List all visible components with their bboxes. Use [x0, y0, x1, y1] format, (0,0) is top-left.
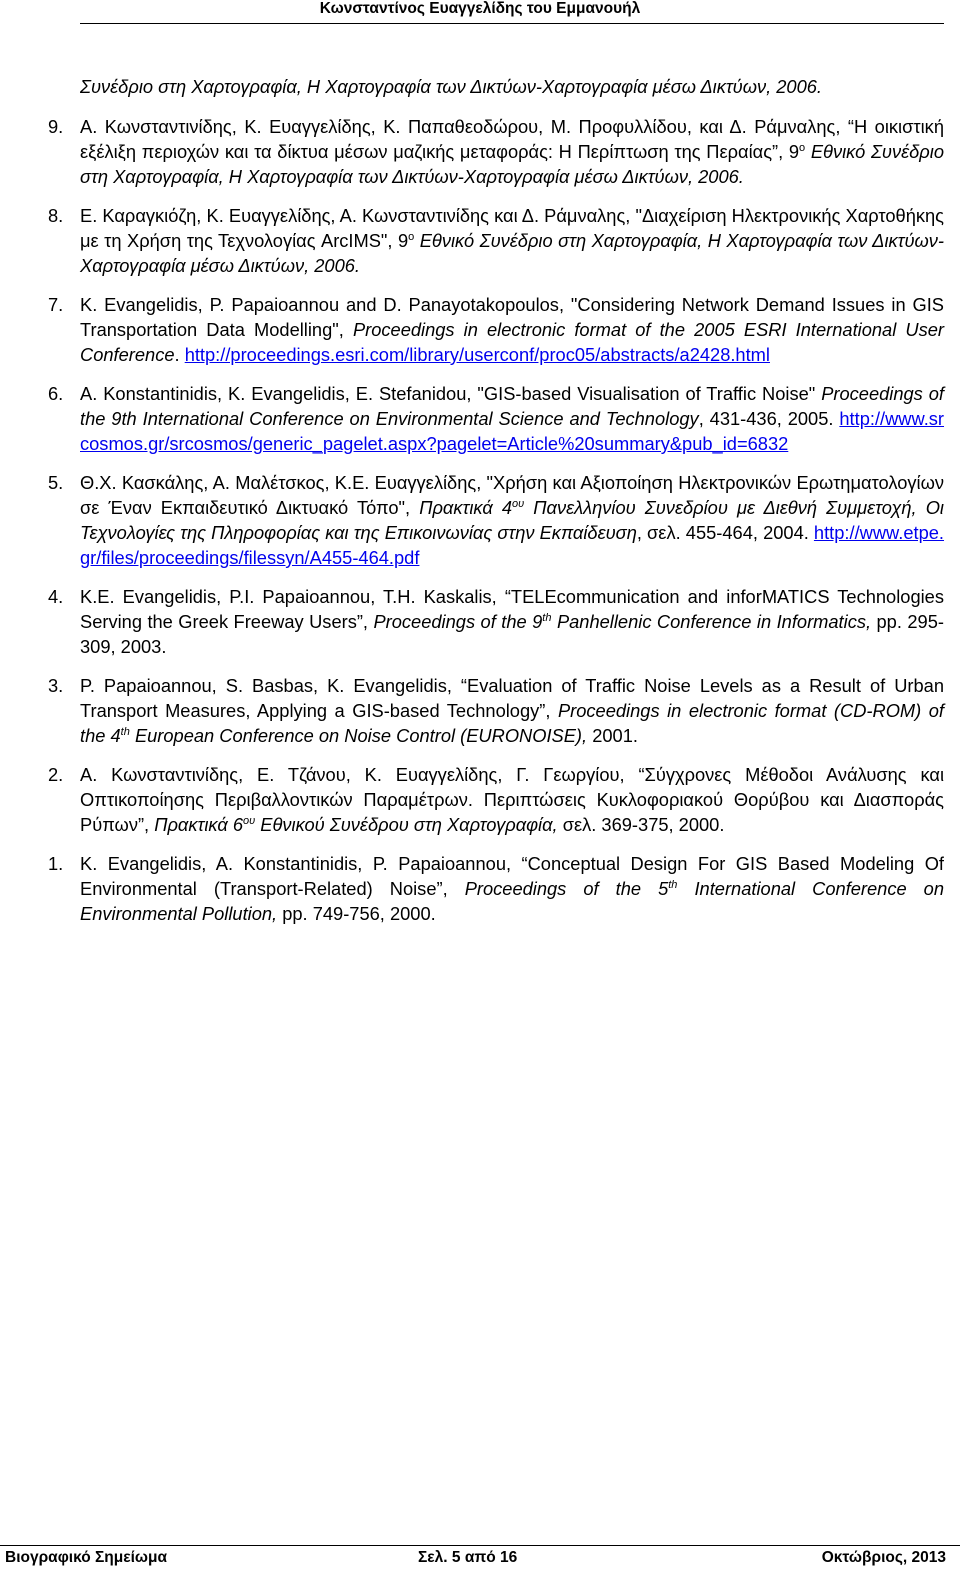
reference-6 [48, 381, 945, 456]
superscript: ου [243, 815, 256, 827]
reference-continuation [80, 74, 944, 99]
reference-text: K.E. Evangelidis, P.I. Papaioannou, T.H. Kaskalis, “TELEcommunication and inforMATICS Technologies Serving the Greek Freeway Users”, [80, 586, 944, 632]
footer-doc-title: Βιογραφικό Σημείωμα [5, 1549, 168, 1566]
reference-2 [48, 762, 944, 837]
reference-number: 6. [48, 383, 64, 404]
references-list [48, 74, 945, 940]
reference-text: A. Konstantinidis, K. Evangelidis, E. Stefanidou, "GIS-based Visualisation of Traffic Noise" [80, 383, 822, 404]
reference-number: 8. [48, 205, 64, 226]
reference-number: 7. [48, 294, 64, 315]
superscript: th [668, 879, 678, 891]
reference-8 [48, 203, 945, 278]
footer-date: Οκτώβριος, 2013 [821, 1549, 946, 1566]
reference-link[interactable]: http://www.srcosmos.gr/srcosmos/generic_pagelet.aspx?pagelet=Article%20summary&pub_id=6832 [80, 408, 945, 454]
reference-venue: Πρακτικά 6 [154, 814, 243, 835]
reference-venue: Proceedings in electronic format of the 2005 ESRI International User Conference [80, 319, 944, 365]
reference-venue: Proceedings of the 5 [464, 878, 669, 899]
reference-9 [48, 114, 944, 189]
reference-text: , σελ. 455-464, 2004. [636, 522, 814, 543]
header-title: Κωνσταντίνος Ευαγγελίδης του Εμμανουήλ [319, 0, 641, 17]
reference-3 [48, 673, 944, 748]
reference-7 [48, 292, 944, 367]
reference-text: Συνέδριο στη Χαρτογραφία, Η Χαρτογραφία των Δικτύων-Χαρτογραφία μέσω Δικτύων, 2006. [80, 76, 823, 97]
reference-4 [48, 584, 944, 659]
reference-venue: Εθνικό Συνέδριο στη Χαρτογραφία, Η Χαρτογραφία των Δικτύων-Χαρτογραφία μέσω Δικτύων, 2006. [80, 230, 945, 276]
page-footer [0, 1546, 960, 1570]
reference-number: 3. [48, 675, 64, 696]
reference-text: 2001. [587, 725, 638, 746]
reference-1 [48, 851, 944, 926]
reference-text: Θ.Χ. Κασκάλης, Α. Μαλέτσκος, Κ.Ε. Ευαγγελίδης, "Χρήση και Αξιοποίηση Ηλεκτρονικών Ερωτηματολογίων σε Έναν Εκπαιδευτικό Δικτυακό Τόπο", [80, 472, 944, 518]
reference-text: pp. 749-756, 2000. [277, 903, 436, 924]
reference-venue: European Conference on Noise Control (EURONOISE), [129, 725, 588, 746]
reference-venue: International Conference on Environmental Pollution, [80, 878, 944, 924]
reference-number: 1. [48, 853, 64, 874]
reference-link[interactable]: http://proceedings.esri.com/library/userconf/proc05/abstracts/a2428.html [184, 344, 770, 365]
reference-text: P. Papaioannou, S. Basbas, K. Evangelidis, “Evaluation of Traffic Noise Levels as a Result of Urban Transport Measures, Applying a GIS-based Technology”, [80, 675, 944, 721]
reference-venue: Εθνικού Συνέδρου στη Χαρτογραφία, [255, 814, 558, 835]
superscript: ου [512, 498, 525, 510]
reference-venue: Panhellenic Conference in Informatics, [551, 611, 872, 632]
reference-text: , 431-436, 2005. [698, 408, 840, 429]
reference-text: K. Evangelidis, A. Konstantinidis, P. Papaioannou, “Conceptual Design For GIS Based Modeling Of Environmental (Transport-Related) Noise”, [80, 853, 944, 899]
reference-text: K. Evangelidis, P. Papaioannou and D. Panayotakopoulos, "Considering Network Demand Issues in GIS Transportation Data Modelling", [80, 294, 944, 340]
reference-link[interactable]: http://www.etpe.gr/files/proceedings/filessyn/A455-464.pdf [80, 522, 944, 568]
reference-5 [48, 470, 944, 570]
reference-text: σελ. 369-375, 2000. [557, 814, 725, 835]
reference-text: Ε. Καραγκιόζη, Κ. Ευαγγελίδης, Α. Κωνσταντινίδης και Δ. Ράμναλης, "Διαχείριση Ηλεκτρονικής Χαρτοθήκης με τη Χρήση της Τεχνολογίας ArcIMS", 9 [80, 205, 944, 251]
reference-venue: Εθνικό Συνέδριο στη Χαρτογραφία, Η Χαρτογραφία των Δικτύων-Χαρτογραφία μέσω Δικτύων, 2006. [80, 141, 944, 187]
reference-venue: Proceedings in electronic format (CD-ROM) of the 4 [80, 700, 944, 746]
reference-venue: Proceedings of the 9th International Conference on Environmental Science and Technology [80, 383, 944, 429]
reference-text: Α. Κωνσταντινίδης, Κ. Ευαγγελίδης, Κ. Παπαθεοδώρου, Μ. Προφυλλίδου, και Δ. Ράμναλης, “Η οικιστική εξέλιξη περιοχών και τα δίκτυα μέσων μαζικής μεταφοράς: Η Περίπτωση της Περαίας”, 9 [80, 116, 944, 162]
reference-venue: Proceedings of the 9 [373, 611, 543, 632]
superscript: th [542, 612, 552, 624]
reference-text: Α. Κωνσταντινίδης, Ε. Τζάνου, Κ. Ευαγγελίδης, Γ. Γεωργίου, “Σύγχρονες Μέθοδοι Ανάλυσης και Οπτικοποίησης Περιβαλλοντικών Παραμέτρων. Περιπτώσεις Κυκλοφοριακού Θορύβου και Διασποράς Ρύπων”, [80, 764, 944, 835]
superscript: th [120, 726, 130, 738]
reference-text: pp. 295-309, 2003. [80, 611, 944, 657]
reference-number: 5. [48, 472, 64, 493]
reference-number: 9. [48, 116, 64, 137]
reference-text: . [174, 344, 185, 365]
reference-venue: Πανελληνίου Συνεδρίου με Διεθνή Συμμετοχή, Οι Τεχνολογίες της Πληροφορίας και της Επικοινωνίας στην Εκπαίδευση [80, 497, 944, 543]
page-header [0, 0, 960, 22]
reference-number: 2. [48, 764, 64, 785]
reference-venue: Πρακτικά 4 [419, 497, 513, 518]
reference-number: 4. [48, 586, 64, 607]
superscript: ο [799, 142, 806, 154]
header-divider [80, 23, 944, 24]
footer-page-number: Σελ. 5 από 16 [418, 1549, 518, 1566]
superscript: ο [408, 231, 415, 243]
